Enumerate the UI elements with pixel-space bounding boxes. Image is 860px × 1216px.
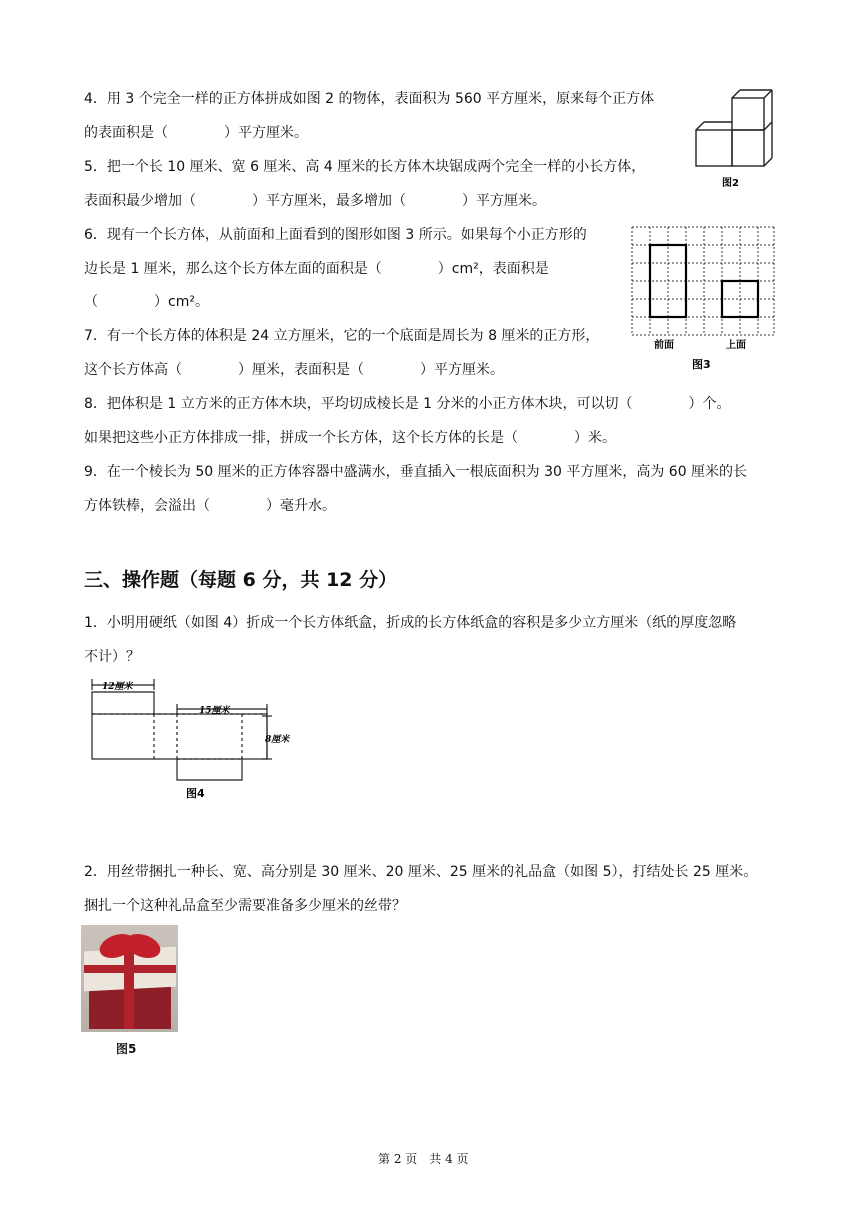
problem-1-line-1: 1．小明用硬纸（如图 4）折成一个长方体纸盒，折成的长方体纸盒的容积是多少立方厘米（纸的厚度忽略 bbox=[84, 615, 737, 631]
question-6-line-1: 6．现有一个长方体，从前面和上面看到的图形如图 3 所示。如果每个小正方形的 bbox=[84, 227, 587, 243]
page-footer: 第 2 页 共 4 页 bbox=[378, 1152, 469, 1166]
figure-5-caption: 图5 bbox=[116, 1042, 137, 1056]
figure-3-caption: 图3 bbox=[692, 358, 711, 371]
gift-box-photo bbox=[81, 925, 178, 1032]
figure-3-top-label: 上面 bbox=[726, 340, 746, 351]
figure-2-cubes bbox=[690, 86, 785, 191]
problem-2-line-1: 2．用丝带捆扎一种长、宽、高分别是 30 厘米、20 厘米、25 厘米的礼品盒（如图 5），打结处长 25 厘米。 bbox=[84, 864, 758, 880]
figure-4-length-label: 15厘米 bbox=[199, 706, 230, 716]
problem-2-line-2: 捆扎一个这种礼品盒至少需要准备多少厘米的丝带？ bbox=[84, 898, 406, 914]
figure-2-caption: 图2 bbox=[722, 178, 739, 189]
question-4-line-2: 的表面积是（ ）平方厘米。 bbox=[84, 125, 308, 141]
question-6-line-3: （ ）cm²。 bbox=[84, 294, 209, 310]
question-8-line-1: 8．把体积是 1 立方米的正方体木块，平均切成棱长是 1 分米的小正方体木块，可以切（ ）个。 bbox=[84, 396, 731, 412]
question-6-line-2: 边长是 1 厘米，那么这个长方体左面的面积是（ ）cm²，表面积是 bbox=[84, 261, 549, 277]
section-3-heading: 三、操作题（每题 6 分，共 12 分） bbox=[84, 569, 398, 591]
figure-4-net bbox=[84, 676, 304, 806]
question-7-line-1: 7．有一个长方体的体积是 24 立方厘米，它的一个底面是周长为 8 厘米的正方形， bbox=[84, 328, 600, 344]
question-5-line-1: 5．把一个长 10 厘米、宽 6 厘米、高 4 厘米的长方体木块锯成两个完全一样的小长方体， bbox=[84, 159, 646, 175]
question-9-line-2: 方体铁棒，会溢出（ ）毫升水。 bbox=[84, 498, 336, 514]
figure-4-height-label: 8厘米 bbox=[265, 735, 290, 745]
figure-4-width-label: 12厘米 bbox=[102, 682, 133, 692]
figure-3-views bbox=[628, 224, 778, 374]
figure-4-caption: 图4 bbox=[186, 787, 205, 800]
question-9-line-1: 9．在一个棱长为 50 厘米的正方体容器中盛满水，垂直插入一根底面积为 30 平方厘米，高为 60 厘米的长 bbox=[84, 464, 748, 480]
question-5-line-2: 表面积最少增加（ ）平方厘米，最多增加（ ）平方厘米。 bbox=[84, 193, 546, 209]
question-7-line-2: 这个长方体高（ ）厘米，表面积是（ ）平方厘米。 bbox=[84, 362, 504, 378]
problem-1-line-2: 不计）？ bbox=[84, 649, 140, 665]
figure-3-front-label: 前面 bbox=[654, 340, 674, 351]
question-4-line-1: 4．用 3 个完全一样的正方体拼成如图 2 的物体，表面积为 560 平方厘米，原来每个正方体 bbox=[84, 91, 655, 107]
question-8-line-2: 如果把这些小正方体排成一排，拼成一个长方体，这个长方体的长是（ ）米。 bbox=[84, 430, 616, 446]
